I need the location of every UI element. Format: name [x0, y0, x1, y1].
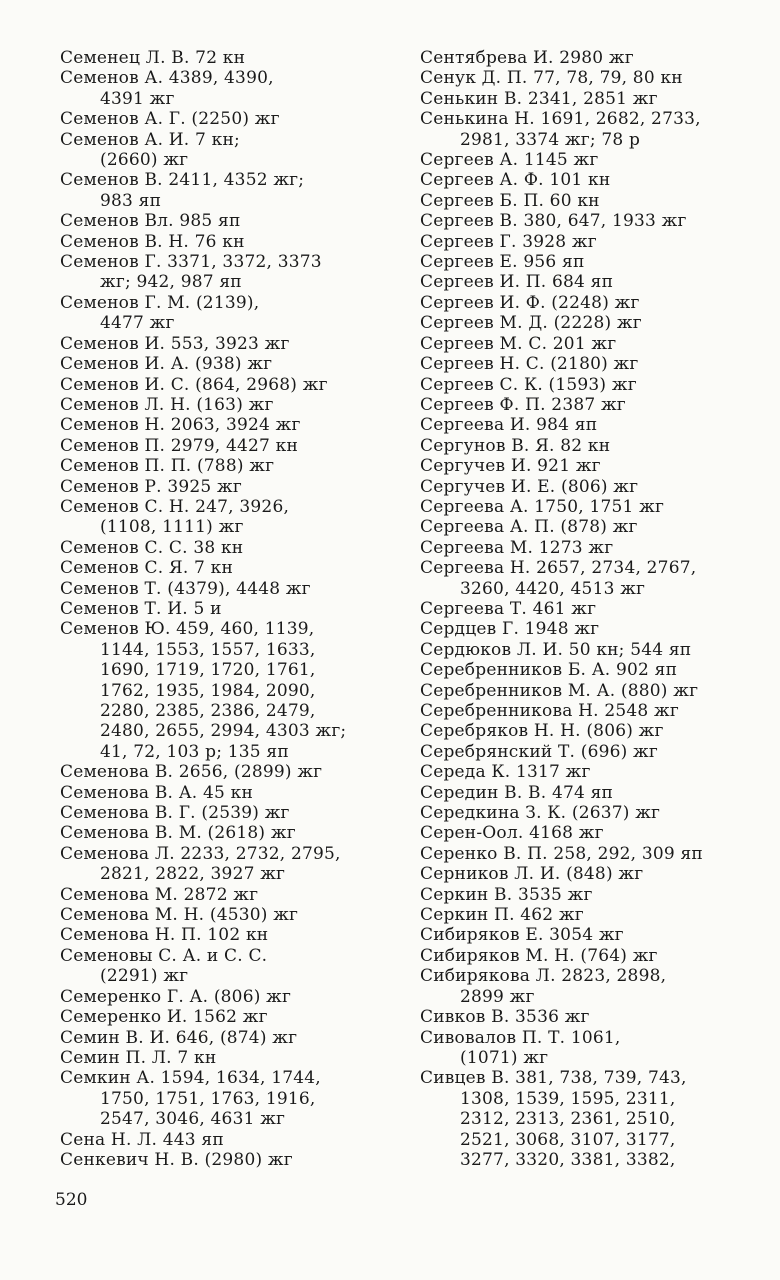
entry-line: Серенко В. П. 258, 292, 309 яп: [420, 843, 703, 864]
entry-line: Семеновы С. А. и С. С.: [60, 945, 268, 966]
entry-line: Семенов Ю. 459, 460, 1139,: [60, 619, 315, 640]
index-entry: [420, 211, 760, 231]
entry-line: Семенов И. А. (938) жг: [60, 354, 273, 375]
index-entry: [420, 109, 760, 150]
index-entry: [60, 293, 380, 334]
entry-line: Сергеев Ф. П. 2387 жг: [420, 394, 626, 415]
index-entry: [420, 68, 760, 88]
index-entry: [420, 334, 760, 354]
entry-continuation: (2660) жг: [100, 150, 189, 171]
index-entry: [60, 885, 380, 905]
index-entry: [420, 660, 760, 680]
entry-line: Семенов П. П. (788) жг: [60, 456, 275, 477]
entry-line: Сергеева А. 1750, 1751 жг: [420, 496, 665, 517]
entry-line: Семенова Л. 2233, 2732, 2795,: [60, 843, 341, 864]
entry-line: Сергеев Г. 3928 жг: [420, 231, 597, 252]
index-entry: [420, 497, 760, 517]
entry-continuation: 1750, 1751, 1763, 1916,: [100, 1088, 316, 1109]
index-entry: [420, 252, 760, 272]
index-entry: [60, 762, 380, 782]
entry-line: Сивовалов П. Т. 1061,: [420, 1027, 621, 1048]
entry-line: Серкин В. 3535 жг: [420, 884, 593, 905]
index-entry: [60, 1007, 380, 1027]
entry-line: Сергеева Т. 461 жг: [420, 598, 597, 619]
entry-continuation: 1308, 1539, 1595, 2311,: [460, 1088, 676, 1109]
index-entry: [420, 1068, 760, 1170]
entry-continuation: 2480, 2655, 2994, 4303 жг;: [100, 721, 347, 742]
index-entry: [420, 844, 760, 864]
index-entry: [420, 538, 760, 558]
index-entry: [60, 1068, 380, 1129]
entry-line: Сенук Д. П. 77, 78, 79, 80 кн: [420, 68, 683, 89]
entry-continuation: 4477 жг: [100, 313, 175, 334]
entry-continuation: 2899 жг: [460, 986, 535, 1007]
index-entry: [420, 150, 760, 170]
index-entry: [60, 987, 380, 1007]
index-entry: [420, 640, 760, 660]
index-entry: [60, 252, 380, 293]
entry-line: Семин П. Л. 7 кн: [60, 1047, 217, 1068]
entry-line: Сергучев И. 921 жг: [420, 456, 601, 477]
entry-line: Сивцев В. 381, 738, 739, 743,: [420, 1068, 687, 1089]
entry-line: Семенов Р. 3925 жг: [60, 476, 242, 497]
index-entry: [420, 946, 760, 966]
entry-continuation: 2280, 2385, 2386, 2479,: [100, 701, 316, 721]
entry-continuation: 4391 жг: [100, 88, 175, 109]
entry-line: Сердюков Л. И. 50 кн; 544 яп: [420, 639, 692, 660]
entry-line: Сергеев Н. С. (2180) жг: [420, 354, 639, 375]
right-column: [420, 48, 760, 1170]
entry-continuation: 2312, 2313, 2361, 2510,: [460, 1109, 676, 1130]
entry-line: Сивков В. 3536 жг: [420, 1007, 590, 1028]
entry-line: Сергеев С. К. (1593) жг: [420, 374, 637, 395]
entry-line: Семкин А. 1594, 1634, 1744,: [60, 1068, 321, 1089]
entry-continuation: 2821, 2822, 3927 жг: [100, 864, 286, 885]
index-entry: [60, 823, 380, 843]
index-entry: [60, 415, 380, 435]
index-entry: [60, 354, 380, 374]
index-entry: [420, 925, 760, 945]
index-entry: [420, 681, 760, 701]
entry-line: Сергеев М. Д. (2228) жг: [420, 313, 642, 334]
entry-line: Семенов И. 553, 3923 жг: [60, 333, 290, 354]
index-entry: [60, 456, 380, 476]
index-entry: [60, 211, 380, 231]
index-entry: [60, 497, 380, 538]
index-entry: [420, 599, 760, 619]
entry-line: Середин В. В. 474 яп: [420, 782, 614, 803]
index-entry: [420, 721, 760, 741]
entry-continuation: 3277, 3320, 3381, 3382,: [460, 1149, 676, 1170]
entry-line: Семенов А. И. 7 кн;: [60, 129, 240, 150]
index-entry: [60, 68, 380, 109]
entry-line: Сергучев И. Е. (806) жг: [420, 476, 639, 497]
index-entry: [60, 558, 380, 578]
index-entry: [420, 762, 760, 782]
entry-line: Середкина З. К. (2637) жг: [420, 803, 661, 824]
entry-line: Семенова М. 2872 жг: [60, 884, 259, 905]
entry-line: Сердцев Г. 1948 жг: [420, 619, 600, 640]
index-entry: [420, 48, 760, 68]
entry-line: Семин В. И. 646, (874) жг: [60, 1027, 298, 1048]
entry-line: Сергеева А. П. (878) жг: [420, 517, 638, 538]
entry-continuation: 41, 72, 103 р; 135 яп: [100, 741, 289, 762]
entry-line: Семенов С. Н. 247, 3926,: [60, 496, 290, 517]
entry-line: Сибирякова Л. 2823, 2898,: [420, 966, 667, 987]
index-entry: [60, 232, 380, 252]
index-entry: [420, 395, 760, 415]
index-entry: [420, 558, 760, 599]
index-entry: [60, 946, 380, 987]
entry-line: Серебряков Н. Н. (806) жг: [420, 721, 664, 742]
entry-line: Сергеев А. Ф. 101 кн: [420, 170, 611, 191]
entry-continuation: (1108, 1111) жг: [100, 517, 244, 538]
index-entry: [420, 619, 760, 639]
entry-line: Сенькин В. 2341, 2851 жг: [420, 88, 658, 109]
index-entry: [420, 823, 760, 843]
entry-line: Сергеев Е. 956 яп: [420, 252, 585, 273]
entry-line: Сергеева Н. 2657, 2734, 2767,: [420, 558, 697, 579]
entry-line: Семенова Н. П. 102 кн: [60, 925, 269, 946]
index-entry: [420, 803, 760, 823]
index-entry: [420, 191, 760, 211]
entry-line: Сергеева М. 1273 жг: [420, 537, 614, 558]
entry-line: Сенькина Н. 1691, 2682, 2733,: [420, 109, 701, 130]
index-entry: [60, 1150, 380, 1170]
entry-line: Семенов Н. 2063, 3924 жг: [60, 415, 301, 436]
entry-line: Сенкевич Н. В. (2980) жг: [60, 1149, 293, 1170]
entry-line: Семенова В. Г. (2539) жг: [60, 803, 290, 824]
index-entry: [420, 701, 760, 721]
index-entry: [420, 742, 760, 762]
entry-line: Сена Н. Л. 443 яп: [60, 1129, 224, 1150]
entry-line: Семенова М. Н. (4530) жг: [60, 905, 299, 926]
index-entry: [60, 436, 380, 456]
entry-continuation: 2547, 3046, 4631 жг: [100, 1109, 286, 1130]
entry-continuation: 1762, 1935, 1984, 2090,: [100, 680, 316, 701]
entry-line: Семенов И. С. (864, 2968) жг: [60, 374, 328, 395]
index-entry: [60, 170, 380, 211]
index-entry: [420, 313, 760, 333]
entry-line: Семенов В. Н. 76 кн: [60, 231, 245, 252]
index-entry: [60, 1130, 380, 1150]
entry-line: Сергеев В. 380, 647, 1933 жг: [420, 211, 687, 232]
entry-line: Серебренникова Н. 2548 жг: [420, 701, 679, 721]
index-entry: [60, 395, 380, 415]
index-entry: [60, 1048, 380, 1068]
index-entry: [420, 375, 760, 395]
index-entry: [420, 456, 760, 476]
entry-line: Семенов С. Я. 7 кн: [60, 558, 234, 579]
entry-line: Сергеева И. 984 яп: [420, 415, 598, 436]
index-entry: [420, 436, 760, 456]
index-entry: [420, 864, 760, 884]
entry-line: Сергеев И. Ф. (2248) жг: [420, 292, 640, 313]
entry-line: Семенов А. 4389, 4390,: [60, 68, 274, 89]
entry-continuation: (2291) жг: [100, 966, 189, 987]
entry-line: Семенов Г. 3371, 3372, 3373: [60, 252, 322, 273]
entry-continuation: 2981, 3374 жг; 78 р: [460, 129, 641, 150]
index-entry: [60, 48, 380, 68]
index-entry: [60, 477, 380, 497]
index-entry: [60, 599, 380, 619]
entry-line: Сибиряков М. Н. (764) жг: [420, 945, 658, 966]
entry-line: Семенов Вл. 985 яп: [60, 211, 241, 232]
index-entry: [420, 232, 760, 252]
index-entry: [420, 783, 760, 803]
entry-continuation: 983 яп: [100, 190, 162, 211]
index-entry: [60, 1028, 380, 1048]
entry-line: Семенов Г. М. (2139),: [60, 292, 260, 313]
entry-line: Семенов Т. И. 5 и: [60, 598, 222, 619]
index-entry: [420, 293, 760, 313]
entry-line: Серников Л. И. (848) жг: [420, 864, 644, 885]
entry-line: Семенец Л. В. 72 кн: [60, 48, 246, 68]
index-entry: [420, 170, 760, 190]
left-column: [60, 48, 380, 1170]
index-entry: [60, 334, 380, 354]
entry-line: Сергеев А. 1145 жг: [420, 150, 599, 171]
entry-line: Семеренко Г. А. (806) жг: [60, 986, 292, 1007]
index-entry: [60, 619, 380, 762]
entry-line: Серебрянский Т. (696) жг: [420, 741, 659, 762]
index-entry: [60, 538, 380, 558]
entry-line: Семенов Л. Н. (163) жг: [60, 394, 274, 415]
entry-line: Семеренко И. 1562 жг: [60, 1007, 268, 1028]
index-entry: [60, 925, 380, 945]
index-entry: [420, 415, 760, 435]
entry-continuation: жг; 942, 987 яп: [100, 272, 242, 293]
index-entry: [60, 803, 380, 823]
entry-line: Сентябрева И. 2980 жг: [420, 48, 634, 68]
index-entry: [420, 1028, 760, 1069]
index-entry: [60, 844, 380, 885]
entry-line: Середа К. 1317 жг: [420, 762, 591, 783]
entry-line: Сибиряков Е. 3054 жг: [420, 925, 624, 946]
entry-line: Семенов С. С. 38 кн: [60, 537, 244, 558]
index-entry: [420, 885, 760, 905]
entry-line: Серкин П. 462 жг: [420, 905, 584, 926]
entry-line: Семенов Т. (4379), 4448 жг: [60, 578, 311, 599]
index-entry: [420, 905, 760, 925]
entry-continuation: 2521, 3068, 3107, 3177,: [460, 1129, 676, 1150]
entry-line: Семенова В. М. (2618) жг: [60, 823, 296, 844]
entry-line: Семенов А. Г. (2250) жг: [60, 109, 280, 130]
entry-line: Семенов В. 2411, 4352 жг;: [60, 170, 305, 191]
index-entry: [60, 109, 380, 129]
entry-line: Сергеев И. П. 684 яп: [420, 272, 614, 293]
entry-continuation: 1690, 1719, 1720, 1761,: [100, 660, 316, 681]
entry-line: Серебренников Б. А. 902 яп: [420, 660, 678, 681]
index-entry: [60, 783, 380, 803]
page-number: 520: [55, 1190, 88, 1210]
entry-line: Семенов П. 2979, 4427 кн: [60, 435, 299, 456]
index-entry: [60, 130, 380, 171]
entry-line: Сергеев Б. П. 60 кн: [420, 190, 600, 211]
index-entry: [60, 905, 380, 925]
index-entry: [60, 375, 380, 395]
index-entry: [60, 579, 380, 599]
entry-line: Семенова В. 2656, (2899) жг: [60, 762, 323, 783]
index-entry: [420, 272, 760, 292]
entry-line: Семенова В. А. 45 кн: [60, 782, 254, 803]
entry-line: Серебренников М. А. (880) жг: [420, 680, 699, 701]
entry-continuation: 1144, 1553, 1557, 1633,: [100, 639, 316, 660]
index-entry: [420, 1007, 760, 1027]
entry-continuation: (1071) жг: [460, 1047, 549, 1068]
index-entry: [420, 89, 760, 109]
entry-line: Сергеев М. С. 201 жг: [420, 333, 617, 354]
entry-line: Сергунов В. Я. 82 кн: [420, 435, 611, 456]
index-entry: [420, 517, 760, 537]
index-entry: [420, 966, 760, 1007]
index-entry: [420, 477, 760, 497]
index-entry: [420, 354, 760, 374]
entry-continuation: 3260, 4420, 4513 жг: [460, 578, 646, 599]
entry-line: Серен-Оол. 4168 жг: [420, 823, 604, 844]
